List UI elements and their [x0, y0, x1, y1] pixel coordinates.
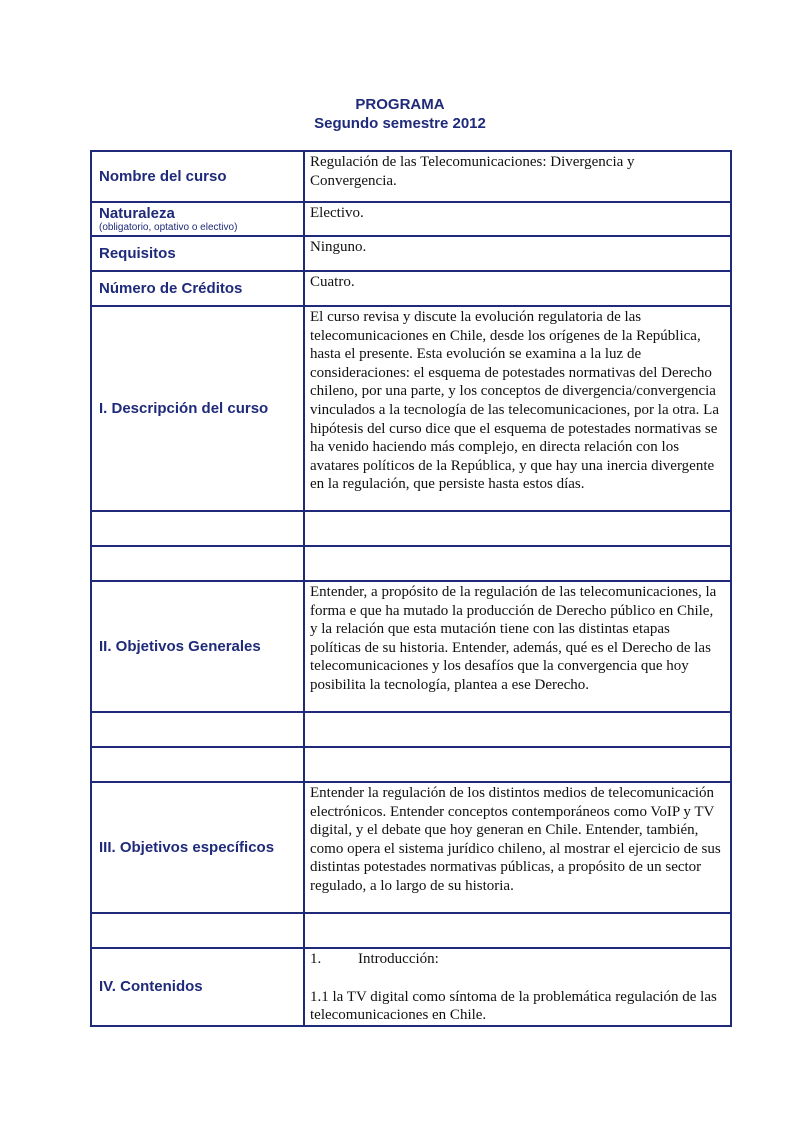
document-title: PROGRAMA [355, 96, 445, 113]
value-naturaleza: Electivo. [304, 202, 731, 236]
table-row-objetivos-especificos [91, 782, 731, 913]
value-descripcion: El curso revisa y discute la evolución regulatoria de las telecomunicaciones en Chile, desde los orígenes de la República, hasta el presente. Esta evolución se examina a la luz de consideraciones: el esquema de potestades normativas del Derecho chileno, por una parte, y los conceptos de divergencia/convergencia vinculados a la tecnología de las telecomunicaciones, por la otra. La hipótesis del curso dice que el esquema de potestades normativas se ha venido haciendo más complejo, en directa relación con los avatares políticos de la República, y que hay una inercia divergente en la regulación, que persiste hasta estos días. [304, 306, 731, 511]
document-subtitle: Segundo semestre 2012 [314, 115, 486, 132]
table-row-empty [91, 747, 731, 782]
program-table [90, 150, 732, 1027]
empty-cell [91, 913, 304, 948]
table-row-requisitos [91, 236, 731, 271]
empty-cell [304, 712, 731, 747]
empty-cell [304, 546, 731, 581]
empty-cell [91, 747, 304, 782]
contenidos-item-title: Introducción: [358, 951, 439, 967]
label-requisitos: Requisitos [91, 236, 304, 271]
table-row-nombre [91, 151, 731, 202]
value-objetivos-generales: Entender, a propósito de la regulación de las telecomunicaciones, la forma e que ha mutado la producción de Derecho público en Chile, y la relación que esta mutación tiene con las distintas etapas políticas de su historia. Entender, además, qué es el Derecho de las telecomunicaciones y los desafíos que la convergencia que hoy posibilita la tecnología, plantea a ese Derecho. [304, 581, 731, 712]
empty-cell [91, 546, 304, 581]
contenidos-item [310, 950, 724, 969]
empty-cell [304, 747, 731, 782]
label-creditos: Número de Créditos [91, 271, 304, 306]
label-contenidos: IV. Contenidos [91, 948, 304, 1026]
table-row-naturaleza [91, 202, 731, 236]
value-contenidos [304, 948, 731, 1026]
table-row-empty [91, 712, 731, 747]
label-naturaleza-hint: (obligatorio, optativo o electivo) [99, 221, 238, 233]
empty-cell [304, 511, 731, 546]
empty-cell [91, 712, 304, 747]
value-nombre: Regulación de las Telecomunicaciones: Divergencia y Convergencia. [304, 151, 731, 202]
label-nombre: Nombre del curso [91, 151, 304, 202]
table-row-creditos [91, 271, 731, 306]
label-descripcion: I. Descripción del curso [91, 306, 304, 511]
value-creditos: Cuatro. [304, 271, 731, 306]
label-objetivos-especificos: III. Objetivos específicos [91, 782, 304, 913]
document-header [0, 95, 800, 133]
contenidos-subitem: 1.1 la TV digital como síntoma de la problemática regulación de las telecomunicaciones en Chile. [310, 988, 717, 1024]
table-row-empty [91, 913, 731, 948]
table-row-objetivos-generales [91, 581, 731, 712]
table-row-empty [91, 511, 731, 546]
empty-cell [304, 913, 731, 948]
label-naturaleza [91, 202, 304, 236]
label-naturaleza-main: Naturaleza [99, 204, 175, 222]
table-row-descripcion [91, 306, 731, 511]
value-requisitos: Ninguno. [304, 236, 731, 271]
label-objetivos-generales: II. Objetivos Generales [91, 581, 304, 712]
value-objetivos-especificos: Entender la regulación de los distintos medios de telecomunicación electrónicos. Entender conceptos contemporáneos como VoIP y TV digital, y el debate que hoy generan en Chile. Entender, también, como opera el sistema jurídico chileno, al mostrar el ejercicio de sus distintas potestades normativas públicas, a propósito de un sector regulado, a lo largo de su historia. [304, 782, 731, 913]
table-row-empty [91, 546, 731, 581]
table-row-contenidos [91, 948, 731, 1026]
contenidos-item-number: 1. [310, 951, 322, 967]
empty-cell [91, 511, 304, 546]
